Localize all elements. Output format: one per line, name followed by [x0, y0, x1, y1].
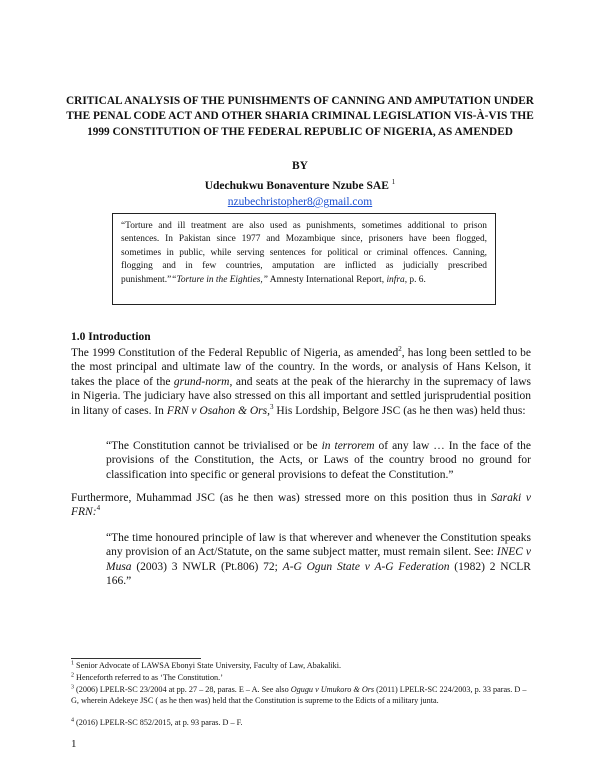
p1-text-c: and seats at the peak of the hierarchy in the supremacy of laws in Nigeria. The judiciary have also stressed on this all important and settled jurisprudential position in litany of cases. In — [71, 375, 531, 417]
p2-case-name: Saraki v FRN: — [71, 492, 531, 519]
q1-in-terrorem: in terrorem — [321, 440, 375, 452]
q1-text-b: of any law … In the face of the provisions of the Constitution, the Acts, or Laws of the country brood no ground for classification into specific or general provisions to defeat the Constitution.” — [106, 440, 531, 481]
footnote-divider — [71, 658, 201, 659]
epigraph-box — [112, 213, 496, 305]
footnote-ref-2[interactable]: 2 — [398, 345, 402, 354]
footnote-ref-3[interactable]: 3 — [270, 402, 274, 411]
p1-case-name: FRN v Osahon & Ors, — [166, 404, 270, 417]
epigraph-infra: infra — [386, 274, 405, 285]
p2-text-a: Furthermore, Muhammad JSC (as he then was) stressed more on this position thus in — [71, 492, 492, 504]
footnote-3-text-a: (2006) LPELR-SC 23/2004 at pp. 27 – 28, paras. E – A. See also — [76, 685, 291, 694]
footnote-1-number: 1 — [71, 660, 74, 667]
footnote-3-case: Ogugu v Umukoro & Ors — [290, 685, 375, 694]
section-heading: 1.0 Introduction — [71, 331, 151, 343]
footnote-4 — [71, 718, 531, 729]
p1-text-a: The 1999 Constitution of the Federal Republic of Nigeria, as amended — [71, 347, 399, 359]
block-quote-1 — [106, 439, 531, 482]
q2-text-b: (2003) 3 NWLR (Pt.806) 72; — [131, 560, 283, 573]
footnote-2 — [71, 673, 531, 684]
footnote-1 — [71, 661, 531, 672]
epigraph-source: Amnesty International Report, — [267, 274, 387, 285]
footnote-ref-4[interactable]: 4 — [96, 504, 101, 513]
q2-case-1: INEC v Musa — [106, 546, 531, 573]
author-email-link[interactable]: nzubechristopher8@gmail.com — [227, 196, 373, 208]
q1-text-a: “The Constitution cannot be trivialised or be — [106, 440, 322, 452]
author-name-text: Udechukwu Bonaventure Nzube SAE — [204, 180, 389, 192]
epigraph-text: “Torture and ill treatment are also used as punishments, sometimes additional to prison sentences. In Pakistan since 1977 and Mozambique since, prisoners have been flogged, sometimes in public, while serving sentences for political or criminal offences. Canning, flogging and in few countries, amputation are inflicted as judicially prescribed punishment.” — [121, 221, 487, 285]
q2-text-a: “The time honoured principle of law is that wherever and whenever the Constitution speaks any provision of an Act/Statute, on the same subject matter, must remain silent. See: — [106, 532, 531, 559]
paragraph-saraki — [71, 491, 531, 520]
footnote-3-text-b: (2011) LPELR-SC 224/2003, p. 33 paras. D – G, wherein Adekeye JSC ( as he then was) held that the Constitution is supreme to the Edicts of a military junta. — [71, 685, 527, 705]
page-number: 1 — [71, 738, 77, 750]
q2-case-2: A-G Ogun State v A-G Federation — [282, 560, 450, 573]
footnote-4-number: 4 — [71, 717, 74, 724]
p1-text-d: His Lordship, Belgore JSC (as he then was) held thus: — [273, 404, 526, 417]
block-quote-2 — [106, 531, 531, 589]
footnote-1-text: Senior Advocate of LAWSA Ebonyi State University, Faculty of Law, Abakaliki. — [76, 661, 342, 670]
paper-title: CRITICAL ANALYSIS OF THE PUNISHMENTS OF CANNING AND AMPUTATION UNDER THE PENAL CODE ACT AND OTHER SHARIA CRIMINAL LEGISLATION VIS-À-VIS THE 1999 CONSTITUTION OF THE FEDERAL REPUBLIC OF NIGERIA, AS AMENDED — [66, 95, 534, 138]
q2-text-c: (1982) 2 NCLR 166.” — [106, 560, 531, 588]
by-line: BY — [292, 160, 308, 172]
footnote-2-number: 2 — [71, 672, 74, 679]
p1-text-b: , has long been settled to be the most principal and ultimate law of the country. In the words, or analysis of Hans Kelson, it takes the place of the — [71, 347, 532, 388]
author-name — [0, 180, 600, 192]
author-footnote-ref[interactable]: 1 — [391, 178, 396, 187]
footnote-3-number: 3 — [71, 684, 74, 691]
footnote-3 — [71, 685, 531, 706]
epigraph-source-title: “Torture in the Eighties,” — [171, 274, 268, 285]
footnote-4-text: (2016) LPELR-SC 852/2015, at p. 93 paras. D – F. — [76, 718, 243, 727]
p1-grund-norm: grund-norm, — [173, 375, 233, 388]
footnote-2-text: Henceforth referred to as ‘The Constitution.’ — [76, 673, 223, 682]
epigraph-page: , p. 6. — [404, 274, 426, 285]
paragraph-introduction — [71, 346, 531, 418]
